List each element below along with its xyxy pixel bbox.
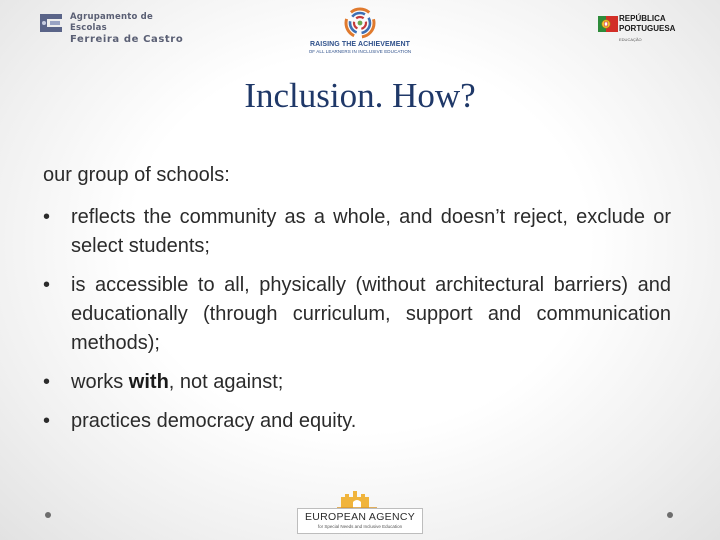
bullet-icon: • xyxy=(43,410,51,432)
bullet-text-bold: with xyxy=(128,371,169,393)
center-logo-line2: OF ALL LEARNERS IN INCLUSIVE EDUCATION xyxy=(308,49,412,54)
bullet-icon: • xyxy=(43,274,51,296)
bullet-text-before: works xyxy=(71,371,129,393)
school-logo xyxy=(36,9,186,45)
agency-logo-line1: EUROPEAN AGENCY xyxy=(304,511,416,523)
corner-pin-left xyxy=(45,512,51,518)
corner-pin-right xyxy=(667,512,673,518)
school-emblem-icon xyxy=(36,10,66,36)
raising-achievement-logo xyxy=(296,6,424,66)
bullet-text: reflects the community as a whole, and doesn’t reject, exclude or select students; xyxy=(71,206,671,257)
intro-text: our group of schools: xyxy=(43,164,230,186)
bullet-icon: • xyxy=(43,206,51,228)
government-logo xyxy=(598,12,688,46)
bullet-list xyxy=(43,203,671,446)
castle-icon xyxy=(297,488,421,510)
bullet-text: is accessible to all, physically (without architectural barriers) and educationally (through curriculum, support and communication methods); xyxy=(71,274,671,354)
list-item xyxy=(43,203,671,261)
bullet-icon: • xyxy=(43,371,51,393)
european-agency-logo xyxy=(297,488,423,536)
gov-logo-line1: REPÚBLICA xyxy=(619,14,666,23)
center-logo-line1: RAISING THE ACHIEVEMENT xyxy=(309,41,411,48)
gov-logo-line2: PORTUGUESA xyxy=(619,24,676,33)
ring-emblem-icon xyxy=(343,6,377,40)
slide-title: Inclusion. How? xyxy=(244,76,476,115)
portugal-flag-icon xyxy=(598,14,618,34)
bullet-text: practices democracy and equity. xyxy=(71,410,357,432)
list-item xyxy=(43,407,671,436)
list-item xyxy=(43,368,671,397)
agency-logo-line2: for Special Needs and Inclusive Education xyxy=(317,524,403,529)
school-logo-line2: Ferreira de Castro xyxy=(70,34,184,45)
gov-logo-line3: EDUCAÇÃO xyxy=(619,37,642,42)
list-item xyxy=(43,271,671,358)
school-logo-line1: Agrupamento de Escolas xyxy=(70,12,153,33)
bullet-text-after: , not against; xyxy=(168,371,284,393)
